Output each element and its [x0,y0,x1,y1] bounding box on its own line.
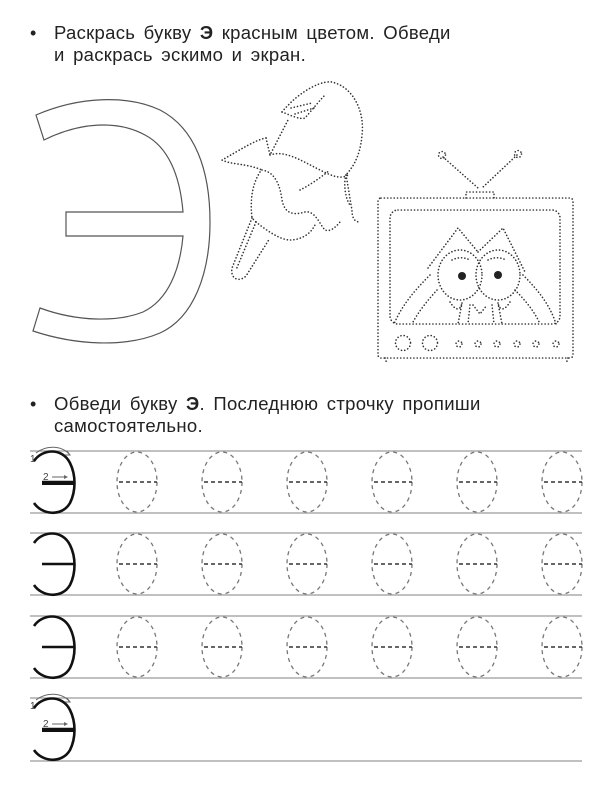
instruction-2-line-2: самостоятельно. [54,415,203,436]
traceable-letter[interactable] [287,534,327,594]
sample-letter [34,617,75,678]
instruction-1-line-1: Раскрась букву Э красным цветом. Обведи [54,22,451,43]
ice-cream-icon[interactable] [222,82,362,279]
traceable-letter[interactable] [287,452,327,512]
owl-left-pupil [458,272,466,280]
traceable-letter[interactable] [372,617,412,677]
traceable-letter[interactable] [202,534,242,594]
stroke-number-1: 1 [30,454,36,465]
traceable-letter[interactable] [457,534,497,594]
instruction-1-line-2: и раскрась эскимо и экран. [54,44,307,65]
traceable-letter[interactable] [117,534,157,594]
sample-letter-with-stroke-order [34,694,75,760]
letter-highlight: Э [199,22,214,43]
traceable-letter[interactable] [372,452,412,512]
bullet-icon: • [30,23,37,43]
traceable-letter[interactable] [542,617,582,677]
stroke-number-2: 2 [43,719,49,730]
stroke-number-1: 1 [30,701,36,712]
sample-letter-with-stroke-order [34,447,75,513]
traceable-letter[interactable] [117,452,157,512]
bullet-icon: • [30,394,37,414]
traceable-letter[interactable] [372,534,412,594]
practice-row-4 [34,694,582,760]
sample-letter [34,534,75,595]
stroke-number-2: 2 [43,472,49,483]
traceable-letter[interactable] [542,534,582,594]
big-letter-outline[interactable] [33,100,210,343]
practice-row-1 [34,447,582,513]
owl-right-pupil [494,271,502,279]
instruction-2 [30,393,530,437]
traceable-letter[interactable] [202,617,242,677]
letter-highlight: Э [186,393,200,414]
tv-icon[interactable] [378,151,573,365]
instruction-2-line-1: Обведи букву Э. Последнюю строчку пропиши [54,393,481,414]
traceable-letter[interactable] [542,452,582,512]
practice-row-3 [34,617,582,678]
traceable-letter[interactable] [202,452,242,512]
traceable-letter[interactable] [457,617,497,677]
free-writing-area[interactable] [85,699,582,760]
traceable-letter[interactable] [457,452,497,512]
traceable-letter[interactable] [117,617,157,677]
practice-row-2 [34,534,582,595]
traceable-letter[interactable] [287,617,327,677]
